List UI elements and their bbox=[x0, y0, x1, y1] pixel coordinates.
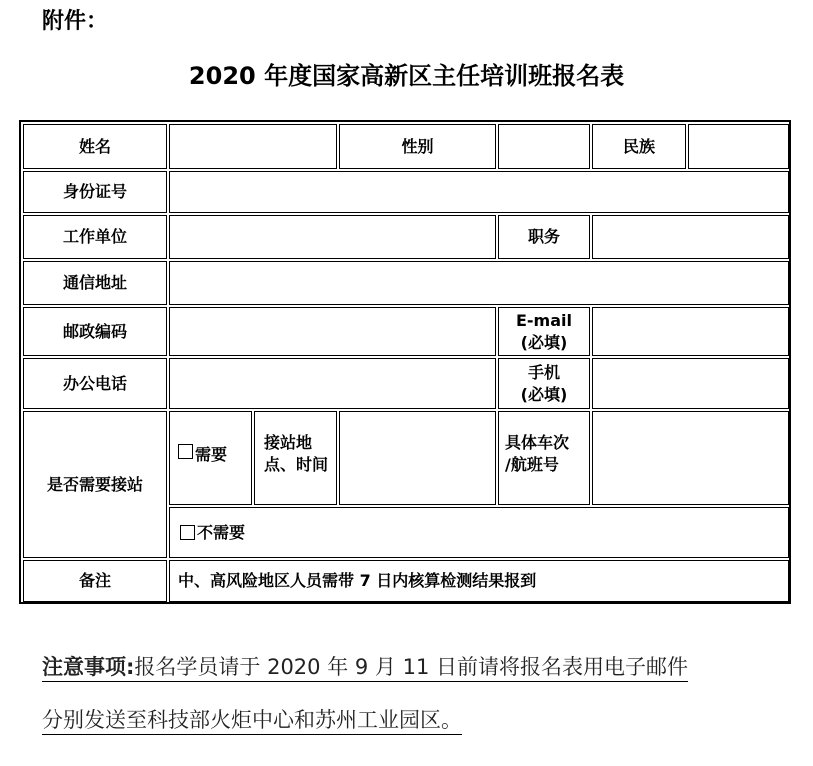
mobile-label bbox=[498, 358, 590, 409]
pickup-place-field[interactable] bbox=[339, 411, 496, 505]
train-label bbox=[498, 411, 590, 505]
id-label: 身份证号 bbox=[23, 171, 167, 213]
train-field[interactable] bbox=[592, 411, 789, 505]
notes-line-1 bbox=[42, 651, 688, 681]
attachment-label: 附件： bbox=[42, 9, 109, 34]
mobile-label-line2: (必填) bbox=[520, 384, 568, 404]
train-line1: 具体车次 bbox=[505, 433, 570, 452]
form-title: 2020 年度国家高新区主任培训班报名表 bbox=[188, 62, 625, 90]
need-option[interactable] bbox=[169, 411, 252, 505]
email-label bbox=[498, 307, 590, 356]
registration-form-table bbox=[19, 120, 791, 604]
notes-text-2: 分别发送至科技部火炬中心和苏州工业园区。 bbox=[42, 708, 462, 735]
workplace-field[interactable] bbox=[169, 215, 496, 259]
name-label: 姓名 bbox=[23, 124, 167, 169]
no-need-option[interactable] bbox=[169, 507, 789, 558]
position-label: 职务 bbox=[498, 215, 590, 259]
ethnicity-field[interactable] bbox=[688, 124, 789, 169]
position-field[interactable] bbox=[592, 215, 789, 259]
need-label: 需要 bbox=[195, 445, 228, 464]
postal-label: 邮政编码 bbox=[23, 307, 167, 356]
notes-label: 注意事项: bbox=[42, 655, 134, 682]
no-need-label: 不需要 bbox=[197, 522, 246, 542]
office-phone-label: 办公电话 bbox=[23, 358, 167, 409]
workplace-label: 工作单位 bbox=[23, 215, 167, 259]
mobile-label-line1: 手机 bbox=[527, 362, 560, 382]
pickup-place-label bbox=[254, 411, 337, 505]
pickup-label: 是否需要接站 bbox=[23, 411, 167, 558]
notes-line-2 bbox=[42, 704, 462, 734]
need-checkbox[interactable] bbox=[178, 444, 193, 459]
ethnicity-label: 民族 bbox=[592, 124, 686, 169]
pickup-place-line1: 接站地 bbox=[264, 433, 313, 452]
id-field[interactable] bbox=[169, 171, 789, 213]
mobile-field[interactable] bbox=[592, 358, 789, 409]
pickup-place-line2: 点、时间 bbox=[264, 455, 329, 474]
address-field[interactable] bbox=[169, 261, 789, 305]
email-field[interactable] bbox=[592, 307, 789, 356]
address-label: 通信地址 bbox=[23, 261, 167, 305]
train-line2: /航班号 bbox=[505, 455, 559, 474]
office-phone-field[interactable] bbox=[169, 358, 496, 409]
no-need-checkbox[interactable] bbox=[180, 525, 195, 540]
email-label-line2: (必填) bbox=[520, 332, 568, 352]
gender-field[interactable] bbox=[498, 124, 590, 169]
notes-text-1: 报名学员请于 2020 年 9 月 11 日前请将报名表用电子邮件 bbox=[134, 655, 688, 682]
email-label-line1: E-mail bbox=[515, 310, 572, 330]
name-field[interactable] bbox=[169, 124, 337, 169]
remarks-label: 备注 bbox=[23, 560, 167, 602]
remarks-text: 中、高风险地区人员需带 7 日内核算检测结果报到 bbox=[169, 560, 789, 602]
postal-field[interactable] bbox=[169, 307, 496, 356]
gender-label: 性别 bbox=[339, 124, 496, 169]
